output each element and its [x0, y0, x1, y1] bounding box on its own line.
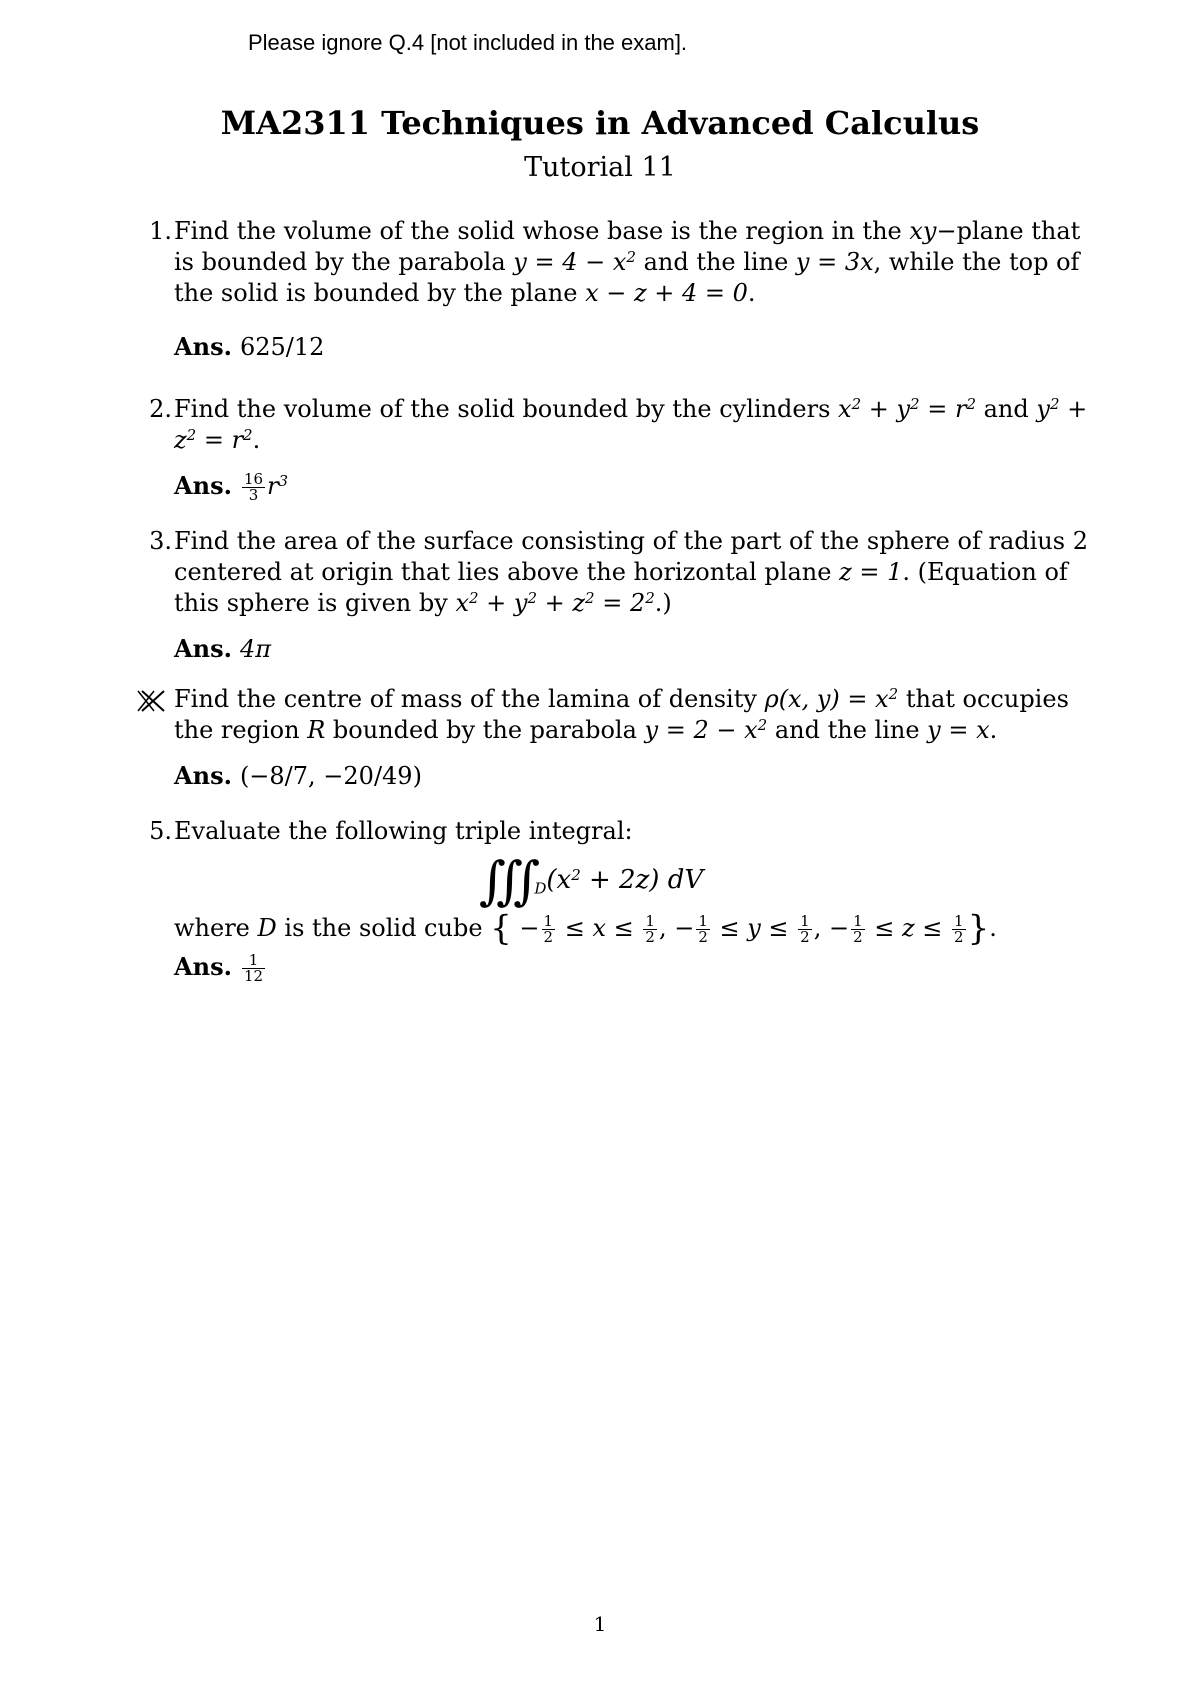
- question-number-crossed: [138, 684, 172, 715]
- math-cylinder-1: $x^2 + y^2 = r^2$: [838, 394, 976, 423]
- question-3: [138, 526, 1098, 665]
- crossed-out-mark: [136, 687, 170, 715]
- math-line: y = x: [927, 716, 990, 744]
- integral-domain: D: [534, 879, 547, 898]
- math-cylinder-2: $y^2 + z^2 = r^2$: [174, 394, 1088, 454]
- answer: Ans. 4π: [174, 634, 271, 663]
- math-plane: x − z + 4 = 0: [585, 279, 748, 307]
- math-plane: z = 1: [839, 558, 903, 586]
- question-body: Find the area of the surface consisting of the part of the sphere of radius 2 centered at origin that lies above the horizontal plane z = 1. (Equation of this sphere is given by $x^2 + y^2 + z^2 = 2^2$.) Ans. 4π: [174, 526, 1098, 665]
- math-xy: xy: [909, 217, 937, 245]
- page-number: 1: [593, 1612, 607, 1636]
- answer: Ans. (−8/7, −20/49): [174, 761, 422, 790]
- question-body: Find the volume of the solid whose base is the region in the xy−plane that is bounded by the parabola $y = 4 - x^2$ and the line y = 3x, while the top of the solid is bounded by the plane x − z + 4 = 0. Ans. 625/12: [174, 216, 1098, 363]
- question-body: Find the centre of mass of the lamina of density ρ(x, $y) = x^2$ that occupies the region R bounded by the parabola $y = 2 - x^2$ and the line y = x. Ans. (−8/7, −20/49): [174, 684, 1098, 792]
- integrand: $(x^2 + 2z)$ dV: [546, 865, 704, 895]
- question-number: 2.: [149, 395, 172, 423]
- question-5: [138, 816, 1098, 984]
- answer: Ans. 625/12: [174, 332, 325, 361]
- answer-value: (−8/7, −20/49): [239, 762, 422, 790]
- question-body: Find the volume of the solid bounded by the cylinders $x^2 + y^2 = r^2$ and $y^2 + z^2 = r^2$. Ans. $\frac{16}{3}$ $r^3$: [174, 394, 1098, 503]
- answer-fraction: $\frac{16}{3}$: [243, 470, 264, 504]
- triple-integral: [84, 851, 1098, 912]
- question-1: [138, 216, 1098, 363]
- answer-value: 4π: [239, 635, 271, 663]
- math-parabola: $y = 2 - x^2$: [644, 715, 768, 744]
- answer: Ans. $\frac{16}{3}$ $r^3$: [174, 470, 289, 504]
- integral-symbol: ∭: [478, 851, 535, 912]
- math-sphere: $x^2 + y^2 + z^2 = 2^2$: [455, 588, 655, 617]
- math-region: R: [307, 716, 326, 744]
- math-density: ρ(x, $y) = x^2$: [764, 684, 899, 713]
- question-number: 1.: [149, 217, 172, 245]
- math-parabola: $y = 4 - x^2$: [513, 247, 636, 276]
- cube-definition: where D is the solid cube { − $\frac{1}{2}$ ≤ x ≤ $\frac{1}{2}$ , − $\frac{1}{2}$ ≤ y ≤ $\frac{1}{2}$ , − $\frac{1}{2}$ ≤ z ≤ $\frac{1}{2}$ }.: [174, 908, 997, 949]
- question-number: 5.: [149, 817, 172, 845]
- answer-value: $r^3$: [267, 471, 289, 500]
- document-subtitle: Tutorial 11: [524, 152, 676, 183]
- question-4: [138, 684, 1098, 792]
- question-number: 3.: [149, 527, 172, 555]
- answer: Ans. $\frac{1}{12}$: [174, 951, 264, 986]
- answer-value: 625/12: [239, 333, 325, 361]
- header-note: Please ignore Q.4 [not included in the exam].: [248, 30, 688, 55]
- document-title: MA2311 Techniques in Advanced Calculus: [220, 104, 980, 142]
- answer-fraction: $\frac{1}{12}$: [243, 951, 264, 986]
- math-line: y = 3x: [795, 248, 874, 276]
- question-2: [138, 394, 1098, 503]
- question-body: Evaluate the following triple integral: $∭_D(x^2 + 2z)$ dV where D is the solid cube { − $\frac{1}{2}$ ≤ x ≤ $\frac{1}{2}$ , − $\frac{1}{2}$ ≤ y ≤ $\frac{1}{2}$ , − $\frac{1}{2}$ ≤ z ≤ $\frac{1}{2}$ }. Ans. $\frac{1}{12}$: [174, 816, 1098, 984]
